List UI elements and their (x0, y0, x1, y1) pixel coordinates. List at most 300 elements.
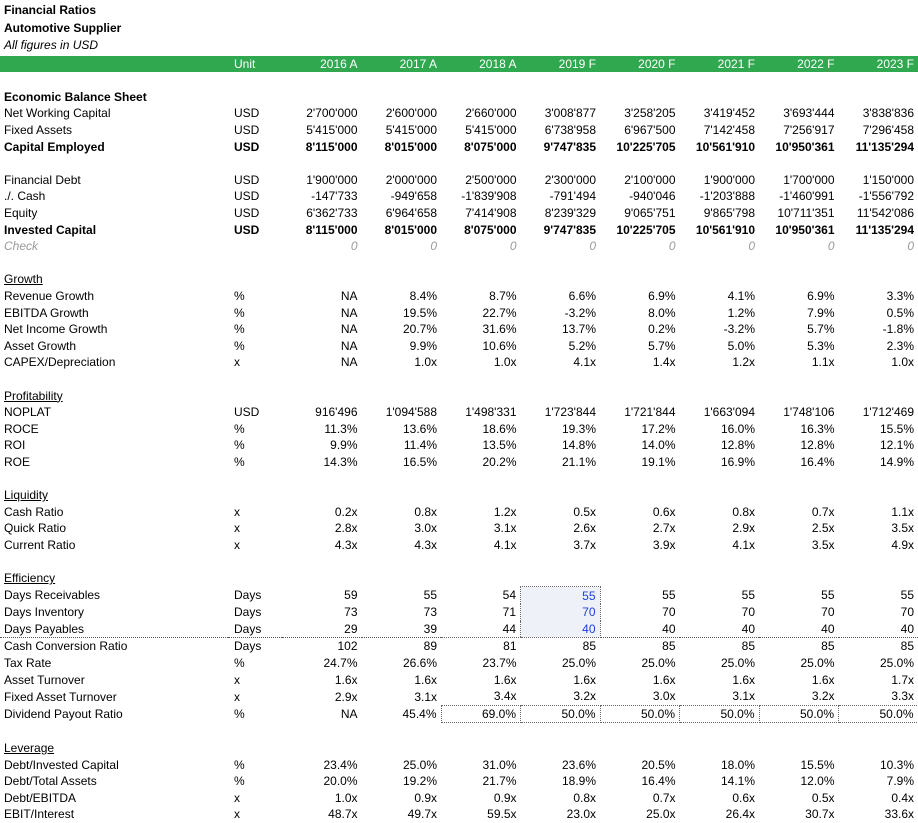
value-cell[interactable]: -791'494 (521, 188, 601, 205)
value-cell[interactable]: 8.0% (600, 304, 680, 321)
value-cell[interactable]: 1.0x (362, 354, 442, 371)
value-cell[interactable]: 0.5x (759, 790, 839, 807)
value-cell[interactable]: 26.6% (362, 655, 442, 672)
value-cell[interactable]: 0 (362, 238, 442, 255)
value-cell[interactable]: 50.0% (680, 705, 760, 723)
value-cell[interactable]: 22.7% (441, 304, 521, 321)
value-cell[interactable]: 70 (759, 604, 839, 621)
value-cell[interactable] (282, 387, 362, 404)
value-cell[interactable]: 3.9x (600, 537, 680, 554)
value-cell[interactable]: 1.2x (680, 354, 760, 371)
value-cell[interactable]: 9.9% (282, 437, 362, 454)
value-cell[interactable]: 50.0% (759, 705, 839, 723)
value-cell[interactable]: 5'415'000 (282, 122, 362, 139)
input-cell[interactable]: 70 (521, 604, 601, 621)
value-cell[interactable]: 9.9% (362, 338, 442, 355)
value-cell[interactable]: 2.7x (600, 520, 680, 537)
value-cell[interactable] (362, 740, 442, 757)
value-cell[interactable]: 6.9% (600, 288, 680, 305)
value-cell[interactable]: 44 (441, 621, 521, 638)
value-cell[interactable]: 26.4x (680, 806, 760, 823)
value-cell[interactable]: 14.3% (282, 454, 362, 471)
value-cell[interactable] (441, 89, 521, 106)
value-cell[interactable]: 25.0% (839, 655, 918, 672)
value-cell[interactable]: 85 (839, 638, 918, 655)
value-cell[interactable] (441, 740, 521, 757)
value-cell[interactable] (600, 271, 680, 288)
value-cell[interactable]: 1'150'000 (839, 172, 918, 189)
value-cell[interactable]: 2'660'000 (441, 105, 521, 122)
value-cell[interactable] (521, 89, 601, 106)
value-cell[interactable] (521, 570, 601, 587)
value-cell[interactable]: 1.0x (839, 354, 918, 371)
value-cell[interactable]: 6'362'733 (282, 205, 362, 222)
value-cell[interactable]: 2'300'000 (521, 172, 601, 189)
value-cell[interactable]: 11.4% (362, 437, 442, 454)
value-cell[interactable]: 24.7% (282, 655, 362, 672)
value-cell[interactable]: 1'900'000 (680, 172, 760, 189)
value-cell[interactable]: 73 (282, 604, 362, 621)
value-cell[interactable]: 0.6x (680, 790, 760, 807)
value-cell[interactable]: 1.7x (839, 671, 918, 688)
value-cell[interactable]: 12.0% (759, 773, 839, 790)
value-cell[interactable]: 0 (839, 238, 918, 255)
value-cell[interactable]: 6'738'958 (521, 122, 601, 139)
value-cell[interactable]: 85 (521, 638, 601, 655)
value-cell[interactable]: 3.1x (680, 688, 760, 705)
value-cell[interactable]: 5.3% (759, 338, 839, 355)
value-cell[interactable] (759, 89, 839, 106)
value-cell[interactable] (680, 740, 760, 757)
value-cell[interactable]: 5.2% (521, 338, 601, 355)
value-cell[interactable]: 48.7x (282, 806, 362, 823)
value-cell[interactable] (759, 570, 839, 587)
value-cell[interactable]: 7.9% (839, 773, 918, 790)
value-cell[interactable]: 2'600'000 (362, 105, 442, 122)
value-cell[interactable] (282, 271, 362, 288)
value-cell[interactable]: 0.8x (362, 503, 442, 520)
input-cell[interactable]: 40 (521, 621, 601, 638)
value-cell[interactable]: 2'500'000 (441, 172, 521, 189)
value-cell[interactable]: -147'733 (282, 188, 362, 205)
value-cell[interactable]: 1'498'331 (441, 404, 521, 421)
value-cell[interactable]: 1'721'844 (600, 404, 680, 421)
value-cell[interactable]: 19.2% (362, 773, 442, 790)
value-cell[interactable]: NA (282, 304, 362, 321)
value-cell[interactable]: 5.7% (759, 321, 839, 338)
value-cell[interactable]: 10'225'705 (600, 138, 680, 155)
value-cell[interactable]: 0.5x (521, 503, 601, 520)
value-cell[interactable]: 4.1% (680, 288, 760, 305)
value-cell[interactable]: 19.1% (600, 454, 680, 471)
value-cell[interactable]: 5.0% (680, 338, 760, 355)
value-cell[interactable]: 70 (680, 604, 760, 621)
value-cell[interactable]: 5'415'000 (441, 122, 521, 139)
value-cell[interactable]: 3'258'205 (600, 105, 680, 122)
value-cell[interactable]: 25.0% (521, 655, 601, 672)
value-cell[interactable]: 11.3% (282, 420, 362, 437)
value-cell[interactable]: 16.4% (600, 773, 680, 790)
value-cell[interactable]: -1'839'908 (441, 188, 521, 205)
value-cell[interactable] (839, 570, 918, 587)
value-cell[interactable]: 16.4% (759, 454, 839, 471)
value-cell[interactable]: 23.6% (521, 756, 601, 773)
value-cell[interactable]: 73 (362, 604, 442, 621)
value-cell[interactable]: 3.1x (441, 520, 521, 537)
value-cell[interactable]: 17.2% (600, 420, 680, 437)
value-cell[interactable]: 9'865'798 (680, 205, 760, 222)
value-cell[interactable]: 40 (600, 621, 680, 638)
value-cell[interactable]: 49.7x (362, 806, 442, 823)
value-cell[interactable]: 25.0x (600, 806, 680, 823)
value-cell[interactable]: 54 (441, 587, 521, 604)
value-cell[interactable]: 50.0% (521, 705, 601, 723)
value-cell[interactable]: 0.8x (680, 503, 760, 520)
value-cell[interactable]: 1.4x (600, 354, 680, 371)
value-cell[interactable]: 13.7% (521, 321, 601, 338)
value-cell[interactable]: 33.6x (839, 806, 918, 823)
value-cell[interactable]: 102 (282, 638, 362, 655)
value-cell[interactable]: 10'950'361 (759, 138, 839, 155)
value-cell[interactable]: 25.0% (680, 655, 760, 672)
value-cell[interactable]: 1.6x (362, 671, 442, 688)
value-cell[interactable]: 11'542'086 (839, 205, 918, 222)
value-cell[interactable] (441, 570, 521, 587)
value-cell[interactable] (839, 487, 918, 504)
value-cell[interactable]: 0 (759, 238, 839, 255)
value-cell[interactable]: 15.5% (759, 756, 839, 773)
value-cell[interactable]: 2'000'000 (362, 172, 442, 189)
value-cell[interactable] (362, 387, 442, 404)
value-cell[interactable]: 19.5% (362, 304, 442, 321)
value-cell[interactable]: 1.6x (600, 671, 680, 688)
value-cell[interactable]: 0 (282, 238, 362, 255)
value-cell[interactable]: 4.3x (362, 537, 442, 554)
value-cell[interactable]: 3'838'836 (839, 105, 918, 122)
value-cell[interactable]: 0.6x (600, 503, 680, 520)
value-cell[interactable] (600, 487, 680, 504)
value-cell[interactable] (521, 271, 601, 288)
value-cell[interactable]: 10'711'351 (759, 205, 839, 222)
value-cell[interactable]: 20.5% (600, 756, 680, 773)
value-cell[interactable]: -1'460'991 (759, 188, 839, 205)
value-cell[interactable]: 50.0% (600, 705, 680, 723)
value-cell[interactable] (680, 387, 760, 404)
value-cell[interactable] (521, 740, 601, 757)
value-cell[interactable]: 4.1x (521, 354, 601, 371)
value-cell[interactable]: 45.4% (362, 705, 442, 723)
value-cell[interactable]: 0.9x (362, 790, 442, 807)
value-cell[interactable] (839, 271, 918, 288)
value-cell[interactable]: 12.8% (759, 437, 839, 454)
value-cell[interactable]: 1'748'106 (759, 404, 839, 421)
value-cell[interactable]: 8'015'000 (362, 138, 442, 155)
value-cell[interactable]: 1'094'588 (362, 404, 442, 421)
value-cell[interactable] (680, 271, 760, 288)
value-cell[interactable]: 16.3% (759, 420, 839, 437)
value-cell[interactable] (680, 89, 760, 106)
input-cell[interactable]: 55 (521, 587, 601, 604)
value-cell[interactable]: 7'296'458 (839, 122, 918, 139)
value-cell[interactable] (282, 570, 362, 587)
value-cell[interactable] (362, 487, 442, 504)
value-cell[interactable]: 7.9% (759, 304, 839, 321)
value-cell[interactable]: 10.3% (839, 756, 918, 773)
value-cell[interactable]: NA (282, 354, 362, 371)
value-cell[interactable]: 69.0% (441, 705, 521, 723)
value-cell[interactable]: 1.2% (680, 304, 760, 321)
value-cell[interactable]: 59.5x (441, 806, 521, 823)
value-cell[interactable]: 3.7x (521, 537, 601, 554)
value-cell[interactable]: 7'256'917 (759, 122, 839, 139)
value-cell[interactable]: -3.2% (680, 321, 760, 338)
value-cell[interactable] (680, 487, 760, 504)
value-cell[interactable]: 19.3% (521, 420, 601, 437)
value-cell[interactable]: 10'561'910 (680, 138, 760, 155)
value-cell[interactable]: 25.0% (600, 655, 680, 672)
value-cell[interactable]: 5.7% (600, 338, 680, 355)
value-cell[interactable]: 2'100'000 (600, 172, 680, 189)
value-cell[interactable] (441, 271, 521, 288)
value-cell[interactable] (759, 387, 839, 404)
value-cell[interactable]: -1'556'792 (839, 188, 918, 205)
value-cell[interactable]: 3.1x (362, 688, 442, 705)
value-cell[interactable]: 55 (759, 587, 839, 604)
value-cell[interactable]: 23.7% (441, 655, 521, 672)
value-cell[interactable]: 2'700'000 (282, 105, 362, 122)
value-cell[interactable]: 0.9x (441, 790, 521, 807)
value-cell[interactable]: 20.0% (282, 773, 362, 790)
value-cell[interactable]: 3.2x (759, 688, 839, 705)
value-cell[interactable]: 0.5% (839, 304, 918, 321)
value-cell[interactable]: 8'239'329 (521, 205, 601, 222)
value-cell[interactable] (680, 570, 760, 587)
value-cell[interactable]: 40 (680, 621, 760, 638)
value-cell[interactable]: 2.6x (521, 520, 601, 537)
value-cell[interactable] (521, 387, 601, 404)
value-cell[interactable]: 1'723'844 (521, 404, 601, 421)
value-cell[interactable] (839, 89, 918, 106)
value-cell[interactable]: 2.9x (680, 520, 760, 537)
value-cell[interactable]: 81 (441, 638, 521, 655)
value-cell[interactable]: 0.7x (600, 790, 680, 807)
value-cell[interactable]: 13.5% (441, 437, 521, 454)
value-cell[interactable]: 1.1x (839, 503, 918, 520)
value-cell[interactable]: 31.6% (441, 321, 521, 338)
value-cell[interactable]: 8'115'000 (282, 221, 362, 238)
value-cell[interactable]: -3.2% (521, 304, 601, 321)
value-cell[interactable]: 23.4% (282, 756, 362, 773)
value-cell[interactable]: 0.2x (282, 503, 362, 520)
value-cell[interactable]: 14.8% (521, 437, 601, 454)
value-cell[interactable] (759, 740, 839, 757)
value-cell[interactable]: 8'115'000 (282, 138, 362, 155)
value-cell[interactable]: 12.8% (680, 437, 760, 454)
value-cell[interactable]: 40 (839, 621, 918, 638)
value-cell[interactable]: 18.0% (680, 756, 760, 773)
value-cell[interactable]: 1'700'000 (759, 172, 839, 189)
value-cell[interactable] (282, 89, 362, 106)
value-cell[interactable]: 4.1x (441, 537, 521, 554)
value-cell[interactable]: 18.6% (441, 420, 521, 437)
value-cell[interactable]: 3'693'444 (759, 105, 839, 122)
value-cell[interactable]: 3'419'452 (680, 105, 760, 122)
value-cell[interactable]: 6'967'500 (600, 122, 680, 139)
value-cell[interactable]: 1.6x (441, 671, 521, 688)
value-cell[interactable]: 55 (839, 587, 918, 604)
value-cell[interactable]: NA (282, 321, 362, 338)
value-cell[interactable]: 14.0% (600, 437, 680, 454)
value-cell[interactable] (600, 387, 680, 404)
value-cell[interactable]: 16.9% (680, 454, 760, 471)
value-cell[interactable]: 25.0% (759, 655, 839, 672)
value-cell[interactable] (282, 487, 362, 504)
value-cell[interactable]: -949'658 (362, 188, 442, 205)
value-cell[interactable] (282, 740, 362, 757)
value-cell[interactable]: -1.8% (839, 321, 918, 338)
value-cell[interactable]: 2.8x (282, 520, 362, 537)
value-cell[interactable]: 21.1% (521, 454, 601, 471)
value-cell[interactable]: 70 (600, 604, 680, 621)
value-cell[interactable]: NA (282, 338, 362, 355)
value-cell[interactable]: 8.7% (441, 288, 521, 305)
value-cell[interactable]: 21.7% (441, 773, 521, 790)
value-cell[interactable]: 4.9x (839, 537, 918, 554)
value-cell[interactable]: 1'712'469 (839, 404, 918, 421)
value-cell[interactable] (839, 387, 918, 404)
value-cell[interactable]: 3'008'877 (521, 105, 601, 122)
value-cell[interactable]: 916'496 (282, 404, 362, 421)
value-cell[interactable]: 1'663'094 (680, 404, 760, 421)
value-cell[interactable]: 1'900'000 (282, 172, 362, 189)
value-cell[interactable] (362, 271, 442, 288)
value-cell[interactable]: 10'950'361 (759, 221, 839, 238)
value-cell[interactable]: 9'065'751 (600, 205, 680, 222)
value-cell[interactable]: 1.6x (759, 671, 839, 688)
value-cell[interactable]: 55 (600, 587, 680, 604)
value-cell[interactable]: 0 (521, 238, 601, 255)
value-cell[interactable]: 29 (282, 621, 362, 638)
value-cell[interactable]: 0.2% (600, 321, 680, 338)
value-cell[interactable]: 23.0x (521, 806, 601, 823)
value-cell[interactable]: 12.1% (839, 437, 918, 454)
value-cell[interactable]: 15.5% (839, 420, 918, 437)
value-cell[interactable] (600, 740, 680, 757)
value-cell[interactable] (362, 89, 442, 106)
value-cell[interactable]: 55 (680, 587, 760, 604)
value-cell[interactable]: 89 (362, 638, 442, 655)
value-cell[interactable]: 20.7% (362, 321, 442, 338)
value-cell[interactable]: 0.4x (839, 790, 918, 807)
value-cell[interactable]: 13.6% (362, 420, 442, 437)
value-cell[interactable]: 9'747'835 (521, 221, 601, 238)
value-cell[interactable]: 8'015'000 (362, 221, 442, 238)
value-cell[interactable]: 2.5x (759, 520, 839, 537)
value-cell[interactable]: 31.0% (441, 756, 521, 773)
value-cell[interactable]: 10'561'910 (680, 221, 760, 238)
value-cell[interactable]: 6.6% (521, 288, 601, 305)
value-cell[interactable]: 50.0% (839, 705, 918, 723)
value-cell[interactable]: 25.0% (362, 756, 442, 773)
value-cell[interactable] (600, 89, 680, 106)
value-cell[interactable]: 1.0x (282, 790, 362, 807)
value-cell[interactable]: 20.2% (441, 454, 521, 471)
value-cell[interactable]: 0 (680, 238, 760, 255)
value-cell[interactable]: 1.2x (441, 503, 521, 520)
value-cell[interactable]: 3.3x (839, 688, 918, 705)
value-cell[interactable]: 55 (362, 587, 442, 604)
value-cell[interactable]: 2.3% (839, 338, 918, 355)
value-cell[interactable]: 3.4x (441, 688, 521, 705)
value-cell[interactable]: 0 (441, 238, 521, 255)
value-cell[interactable]: -940'046 (600, 188, 680, 205)
value-cell[interactable]: 1.1x (759, 354, 839, 371)
value-cell[interactable]: 1.6x (521, 671, 601, 688)
value-cell[interactable]: 0 (600, 238, 680, 255)
value-cell[interactable]: 8.4% (362, 288, 442, 305)
value-cell[interactable]: 14.9% (839, 454, 918, 471)
value-cell[interactable] (600, 570, 680, 587)
value-cell[interactable]: 3.5x (839, 520, 918, 537)
value-cell[interactable]: 7'414'908 (441, 205, 521, 222)
value-cell[interactable]: 10.6% (441, 338, 521, 355)
value-cell[interactable]: 4.1x (680, 537, 760, 554)
value-cell[interactable]: 85 (680, 638, 760, 655)
value-cell[interactable]: 9'747'835 (521, 138, 601, 155)
value-cell[interactable]: NA (282, 705, 362, 723)
value-cell[interactable]: 14.1% (680, 773, 760, 790)
value-cell[interactable] (521, 487, 601, 504)
value-cell[interactable]: 11'135'294 (839, 138, 918, 155)
value-cell[interactable]: 0.7x (759, 503, 839, 520)
value-cell[interactable]: 2.9x (282, 688, 362, 705)
value-cell[interactable]: 71 (441, 604, 521, 621)
value-cell[interactable]: 18.9% (521, 773, 601, 790)
value-cell[interactable]: -1'203'888 (680, 188, 760, 205)
value-cell[interactable]: 3.3% (839, 288, 918, 305)
value-cell[interactable] (441, 387, 521, 404)
value-cell[interactable]: 59 (282, 587, 362, 604)
value-cell[interactable]: 11'135'294 (839, 221, 918, 238)
value-cell[interactable] (362, 570, 442, 587)
value-cell[interactable]: 3.0x (600, 688, 680, 705)
value-cell[interactable]: 8'075'000 (441, 138, 521, 155)
value-cell[interactable]: 40 (759, 621, 839, 638)
value-cell[interactable]: 6'964'658 (362, 205, 442, 222)
value-cell[interactable]: 39 (362, 621, 442, 638)
value-cell[interactable]: 85 (759, 638, 839, 655)
value-cell[interactable]: 16.5% (362, 454, 442, 471)
value-cell[interactable] (839, 740, 918, 757)
value-cell[interactable]: 85 (600, 638, 680, 655)
value-cell[interactable]: 3.2x (521, 688, 601, 705)
value-cell[interactable]: 7'142'458 (680, 122, 760, 139)
value-cell[interactable]: 1.0x (441, 354, 521, 371)
value-cell[interactable]: 70 (839, 604, 918, 621)
value-cell[interactable]: NA (282, 288, 362, 305)
value-cell[interactable] (759, 271, 839, 288)
value-cell[interactable]: 16.0% (680, 420, 760, 437)
value-cell[interactable] (759, 487, 839, 504)
value-cell[interactable]: 1.6x (282, 671, 362, 688)
value-cell[interactable]: 10'225'705 (600, 221, 680, 238)
value-cell[interactable]: 3.5x (759, 537, 839, 554)
value-cell[interactable]: 5'415'000 (362, 122, 442, 139)
value-cell[interactable]: 1.6x (680, 671, 760, 688)
value-cell[interactable]: 8'075'000 (441, 221, 521, 238)
value-cell[interactable]: 6.9% (759, 288, 839, 305)
value-cell[interactable] (441, 487, 521, 504)
